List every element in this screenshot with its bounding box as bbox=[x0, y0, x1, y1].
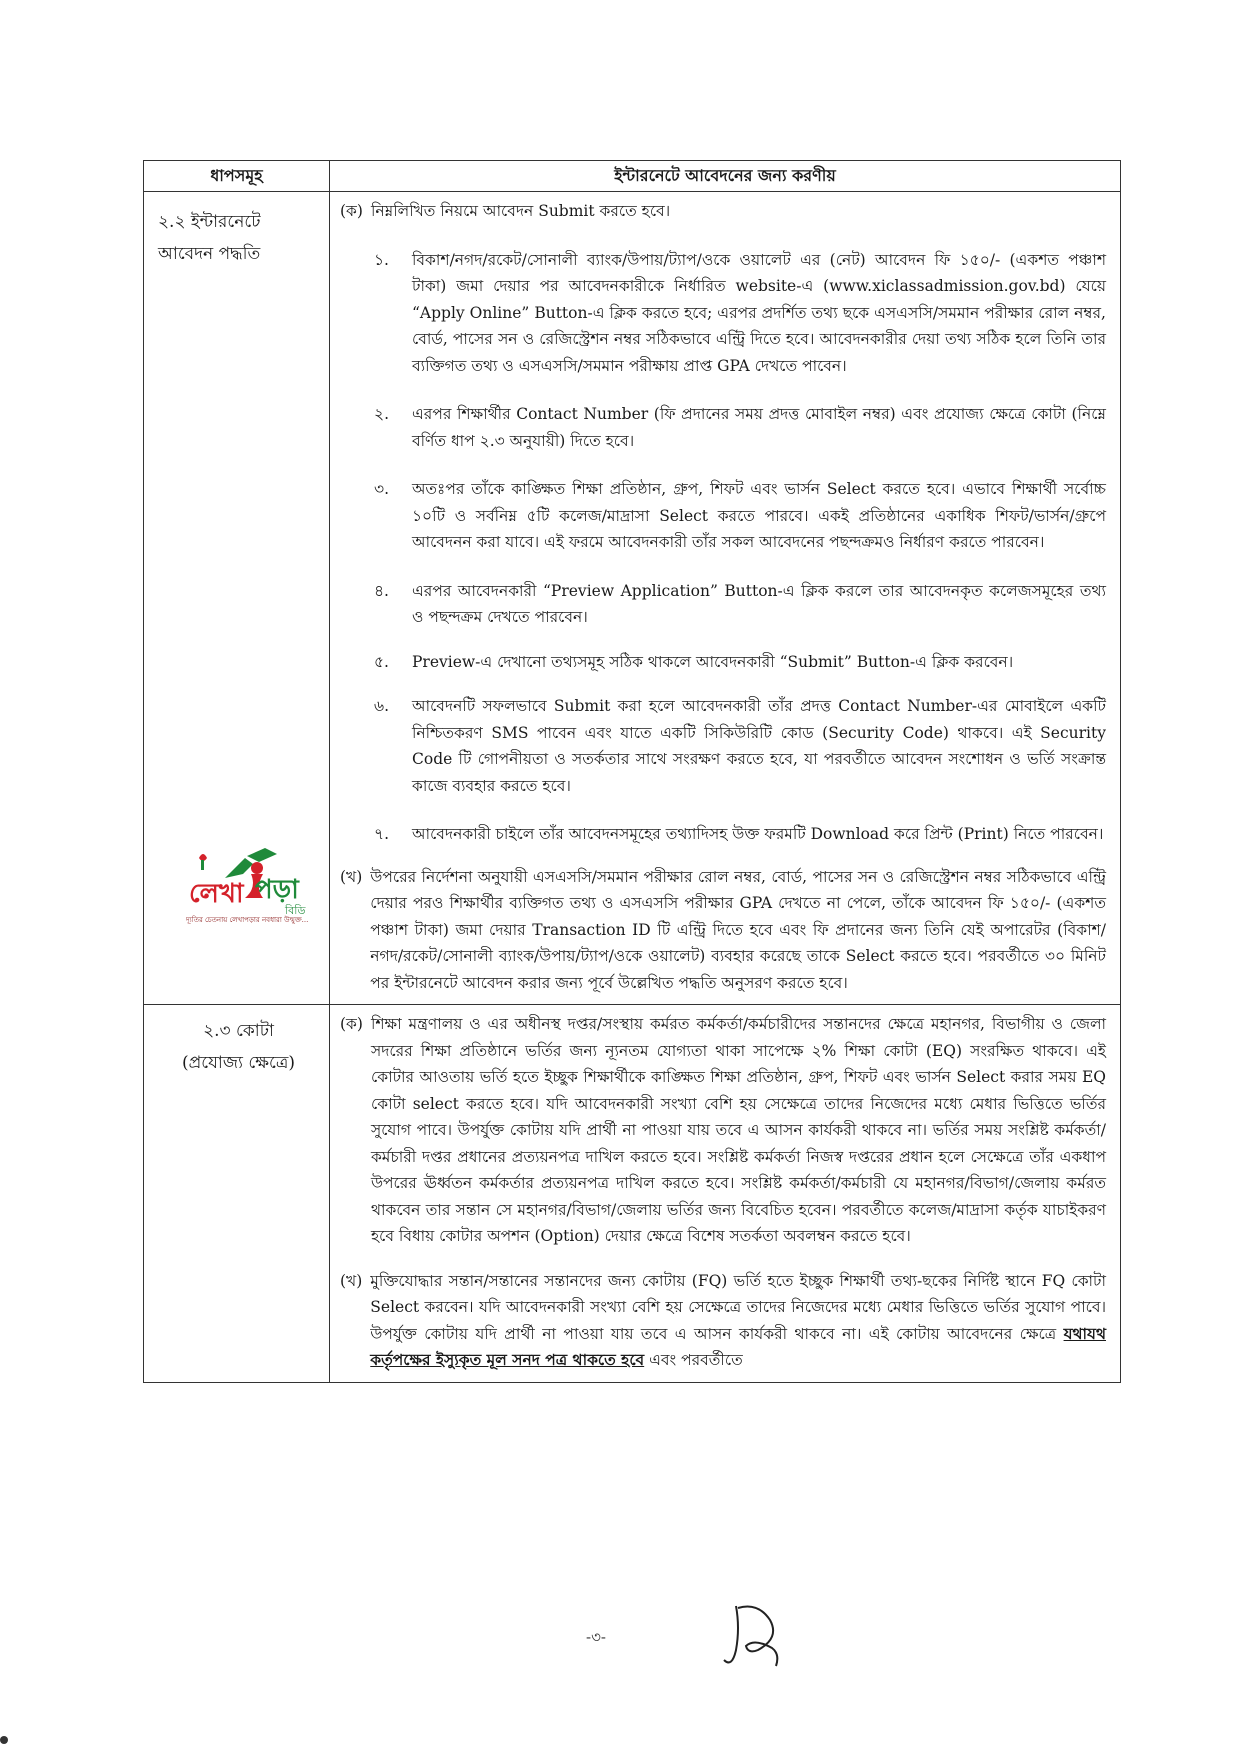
logo-word2: পড়া bbox=[255, 875, 299, 905]
clause-marker: (ক) bbox=[340, 1015, 363, 1033]
step-number: ১. bbox=[374, 250, 389, 269]
signature-image bbox=[718, 1598, 788, 1678]
row-content-online-application bbox=[330, 192, 1121, 1005]
step-item bbox=[374, 578, 1106, 631]
clause-marker: (খ) bbox=[340, 867, 363, 886]
step-item bbox=[374, 247, 1106, 380]
row-label-line: ২.৩ কোটা bbox=[203, 1021, 274, 1041]
clause-text-part: মুক্তিযোদ্ধার সন্তান/সন্তানের সন্তানদের জন্য কোটায় (FQ) ভর্তি হতে ইচ্ছুক শিক্ষার্থী তথ্য-ছকের নির্দিষ্ট স্থানে FQ কোটা Select করবেন। যদি আবেদনকারী সংখ্যা বেশি হয় সেক্ষেত্রে তাদের নিজেদের মধ্যে মেধার ভিত্তিতে ভর্তির সুযোগ পাবে। উপর্যুক্ত কোটায় যদি প্রার্থী না পাওয়া যায় তবে এ আসন কার্যকরী থাকবে না। এই কোটায় আবেদনের ক্ষেত্রে bbox=[370, 1271, 1106, 1343]
page-number: -৩- bbox=[586, 1628, 606, 1646]
clause-marker: (খ) bbox=[340, 1271, 363, 1290]
step-number: ৩. bbox=[374, 480, 390, 498]
logo-suffix: বিডি bbox=[285, 904, 306, 917]
clause-text-part: এবং পরবর্তীতে bbox=[644, 1351, 743, 1369]
step-number: ২. bbox=[374, 405, 390, 423]
step-text: এরপর আবেদনকারী “Preview Application” Button-এ ক্লিক করলে তার আবেদনকৃত কলেজসমূহের তথ্য ও পছন্দক্রম দেখতে পারবেন। bbox=[412, 581, 1106, 626]
step-number: ৪. bbox=[374, 581, 389, 600]
header-steps: ধাপসমূহ bbox=[144, 161, 330, 192]
clause-marker: (ক) bbox=[340, 202, 363, 220]
row-content-quota bbox=[330, 1005, 1121, 1383]
step-number: ৭. bbox=[374, 825, 390, 843]
clause-text: নিম্নলিখিত নিয়মে আবেদন Submit করতে হবে। bbox=[370, 202, 671, 220]
step-number: ৫. bbox=[374, 652, 389, 671]
logo-word1: লেখা bbox=[189, 879, 244, 909]
row-label-quota bbox=[144, 1005, 330, 1383]
row-label-online-application: ২.২ ইন্টারনেটে আবেদন পদ্ধতি bbox=[144, 192, 330, 1005]
clause-ka bbox=[340, 1011, 1106, 1250]
clause-text bbox=[370, 1268, 1106, 1374]
table-header-row bbox=[144, 161, 1121, 192]
row-label-line: (প্রযোজ্য ক্ষেত্রে) bbox=[181, 1053, 296, 1073]
scan-mark bbox=[0, 1736, 8, 1744]
step-item bbox=[374, 693, 1106, 799]
logo-tagline: দ্যূতির চেতনায় লেখাপড়ার নবধারা উন্মুক্ত... bbox=[186, 916, 309, 924]
clause-text: উপরের নির্দেশনা অনুযায়ী এসএসসি/সমমান পরীক্ষার রোল নম্বর, বোর্ড, পাসের সন ও রেজিস্ট্রেশন নম্বর সঠিকভাবে এন্ট্রি দেয়ার পরও শিক্ষার্থীর ব্যক্তিগত তথ্য ও এসএসসি পরীক্ষার GPA দেখতে না পেলে, তাঁকে আবেদন ফি ১৫০/- (একশত পঞ্চাশ টাকা) জমা দেয়ার Transaction ID টি এন্ট্রি দিতে হবে এবং ফি প্রদানের জন্য তিনি যেই অপারেটর (বিকাশ/নগদ/রকেট/সোনালী ব্যাংক/উপায়/ট্যাপ/ওকে ওয়ালেট) ব্যবহার করেছে তাকে Select করতে হবে। পরবর্তীতে ৩০ মিনিট পর ইন্টারনেটে আবেদন করার জন্য পূর্বে উল্লেখিত পদ্ধতি অনুসরণ করতে হবে। bbox=[370, 867, 1106, 992]
clause-kha bbox=[340, 1268, 1106, 1374]
table-row-quota bbox=[144, 1005, 1121, 1383]
step-text: অতঃপর তাঁকে কাঙ্ক্ষিত শিক্ষা প্রতিষ্ঠান, গ্রুপ, শিফট এবং ভার্সন Select করতে হবে। এভাবে শিক্ষার্থী সর্বোচ্চ ১০টি ও সর্বনিম্ন ৫টি কলেজ/মাদ্রাসা Select করতে পারবে। একই প্রতিষ্ঠানের একাধিক শিফট/ভার্সন/গ্রুপে আবেদনন করা যাবে। এই ফরমে আবেদনকারী তাঁর সকল আবেদনের পছন্দক্রমও নির্ধারণ করতে পারবেন। bbox=[412, 480, 1106, 551]
header-internet-application: ইন্টারনেটে আবেদনের জন্য করণীয় bbox=[330, 161, 1121, 192]
instruction-table bbox=[143, 160, 1121, 1383]
clause-text: শিক্ষা মন্ত্রণালয় ও এর অধীনস্থ দপ্তর/সংস্থায় কর্মরত কর্মকর্তা/কর্মচারীদের সন্তানদের ক্ষেত্রে মহানগর, বিভাগীয় ও জেলা সদরের শিক্ষা প্রতিষ্ঠানে ভর্তির জন্য ন্যূনতম যোগ্যতা থাকা সাপেক্ষে ২% শিক্ষা কোটা (EQ) সংরক্ষিত থাকবে। এই কোটার আওতায় ভর্তি হতে ইচ্ছুক শিক্ষার্থীকে কাঙ্ক্ষিত শিক্ষা প্রতিষ্ঠান, গ্রুপ, শিফট এবং ভার্সন Select করার সময় EQ কোটা select করতে হবে। যদি আবেদনকারী সংখ্যা বেশি হয় সেক্ষেত্রে তাদের নিজেদের মধ্যে মেধার ভিত্তিতে ভর্তির সুযোগ পাবে। উপর্যুক্ত কোটায় যদি প্রার্থী না পাওয়া যায় তবে এ আসন কার্যকরী থাকবে না। ভর্তির সময় সংশ্লিষ্ট কর্মকর্তা/কর্মচারী দপ্তর প্রধানের প্রত্যয়নপত্র দাখিল করতে হবে। সংশ্লিষ্ট কর্মকর্তা নিজস্ব দপ্তরের প্রধান হলে সেক্ষেত্রে তাঁর একধাপ উপরের ঊর্ধ্বতন কর্মকর্তার প্রত্যয়নপত্র দাখিল করতে হবে। সংশ্লিষ্ট কর্মকর্তা/কর্মচারী যে মহানগর/বিভাগ/জেলায় কর্মরত থাকবেন তার সন্তান সে মহানগর/বিভাগ/জেলায় ভর্তির জন্য বিবেচিত হবেন। পরবর্তীতে কলেজ/মাদ্রাসা কর্তৃক যাচাইকরণ হবে বিধায় কোটার অপশন (Option) দেয়ার ক্ষেত্রে বিশেষ সতর্কতা অবলম্বন করতে হবে। bbox=[370, 1015, 1106, 1245]
clause-ka bbox=[340, 198, 1106, 225]
step-text: এরপর শিক্ষার্থীর Contact Number (ফি প্রদানের সময় প্রদত্ত মোবাইল নম্বর) এবং প্রযোজ্য ক্ষেত্রে কোটা (নিম্নে বর্ণিত ধাপ ২.৩ অনুযায়ী) দিতে হবে। bbox=[412, 405, 1106, 450]
step-text: আবেদনটি সফলভাবে Submit করা হলে আবেদনকারী তাঁর প্রদত্ত Contact Number-এর মোবাইলে একটি নিশ্চিতকরণ SMS পাবেন এবং যাতে একটি সিকিউরিটি কোড (Security Code) থাকবে। এই Security Code টি গোপনীয়তা ও সতর্কতার সাথে সংরক্ষণ করতে হবে, যা পরবর্তীতে আবেদন সংশোধন ও ভর্তি সংক্রান্ত কাজে ব্যবহার করতে হবে। bbox=[412, 697, 1106, 795]
step-item bbox=[374, 401, 1106, 454]
step-item bbox=[374, 476, 1106, 556]
underlined-requirement: যথাযথ কর্তৃপক্ষের ইস্যুকৃত মূল সনদ পত্র থাকতে হবে bbox=[370, 1323, 1106, 1369]
step-number: ৬. bbox=[374, 697, 390, 715]
step-text: Preview-এ দেখানো তথ্যসমূহ সঠিক থাকলে আবেদনকারী “Submit” Button-এ ক্লিক করবেন। bbox=[412, 652, 1014, 671]
clause-kha bbox=[340, 864, 1106, 997]
step-item bbox=[374, 821, 1106, 848]
step-text: বিকাশ/নগদ/রকেট/সোনালী ব্যাংক/উপায়/ট্যাপ/ওকে ওয়ালেট এর (নেট) আবেদন ফি ১৫০/- (একশত পঞ্চাশ টাকা) জমা দেয়ার পর আবেদনকারীকে নির্ধারিত website-এ (www.xiclassadmission.gov.bd) যেয়ে “Apply Online” Button-এ ক্লিক করতে হবে; এরপর প্রদর্শিত তথ্য ছকে এসএসসি/সমমান পরীক্ষার রোল নম্বর, বোর্ড, পাসের সন ও রেজিস্ট্রেশন নম্বর সঠিকভাবে এন্ট্রি দিতে হবে। আবেদনকারীর দেয়া তথ্য সঠিক হলে তিনি তার ব্যক্তিগত তথ্য ও এসএসসি/সমমান পরীক্ষায় প্রাপ্ত GPA দেখতে পাবেন। bbox=[412, 250, 1106, 375]
step-text: আবেদনকারী চাইলে তাঁর আবেদনসমূহের তথ্যাদিসহ উক্ত ফরমটি Download করে প্রিন্ট (Print) নিতে পারবেন। bbox=[412, 825, 1104, 843]
step-item bbox=[374, 649, 1106, 676]
